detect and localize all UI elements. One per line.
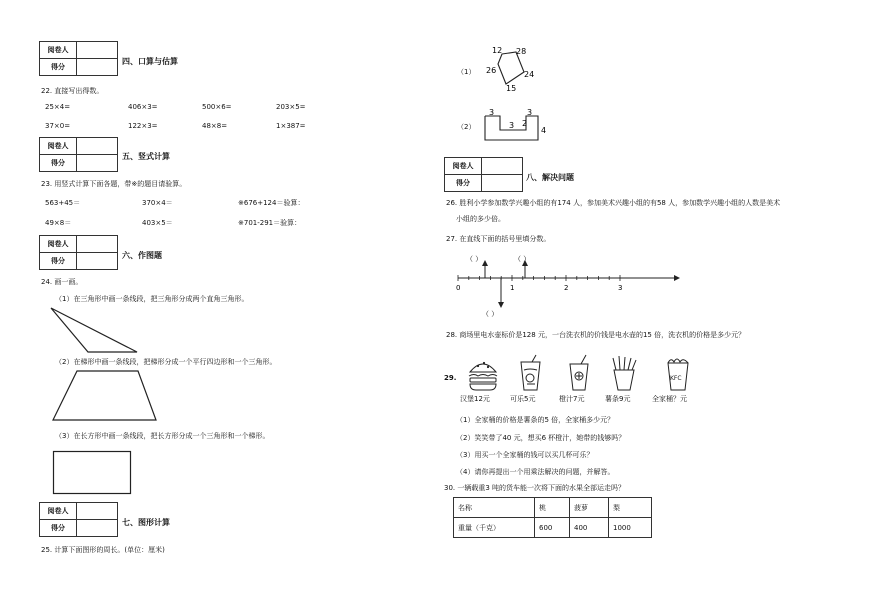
table-cell: 600 [535,518,570,538]
q23-item: 49×8＝ [45,219,72,227]
q29-sub: （1）全家桶的价格是薯条的5 倍，全家桶多少元？ [456,416,615,424]
q24-part3: （3）在长方形中画一条线段，把长方形分成一个三角形和一个梯形。 [55,432,270,440]
table-cell: 1000 [609,518,652,538]
score-label: 得分 [40,59,77,76]
q24-text: 24. 画一画。 [41,278,83,286]
reviewer-label: 阅卷人 [40,138,77,155]
trapezoid-figure [50,369,160,424]
answer-paren: （ ） [482,310,499,318]
q28-text: 28. 商场里电水壶标价是128 元，一台洗衣机的价钱是电水壶的15 倍，洗衣机的价格是多少元？ [446,331,746,339]
table-row [454,498,652,518]
fruit-weight-table [453,497,652,538]
q26-text-line2: 小组的多少倍。 [456,215,505,223]
tick-label: 2 [564,284,569,292]
q23-item: 563+45＝ [45,199,81,207]
q27-text: 27. 在直线下面的括号里填分数。 [446,235,551,243]
q22-text: 22. 直接写出得数。 [41,87,104,95]
q23-item: ※701-291＝验算： [238,219,302,227]
q30-text: 30. 一辆载重3 吨的货车能一次将下面的水果全部运走吗？ [444,484,626,492]
tick-label: 3 [618,284,623,292]
tick-label: 0 [456,284,461,292]
table-cell: 重量（千克） [454,518,535,538]
q22-item: 500×6= [202,103,232,111]
q22-item: 25×4= [45,103,71,111]
reviewer-label: 阅卷人 [445,158,482,175]
side-label: 12 [492,46,503,55]
score-label: 得分 [40,253,77,270]
q29-sub: （4）请你再提出一个用乘法解决的问题，并解答。 [456,468,615,476]
q25-text: 25. 计算下面图形的周长。(单位：厘米) [41,546,165,554]
table-cell: 400 [570,518,609,538]
q29-sub: （3）用买一个全家桶的钱可以买几杯可乐？ [456,451,594,459]
reviewer-label: 阅卷人 [40,236,77,253]
family-bucket-icon [668,359,688,390]
score-label: 得分 [445,175,482,192]
hamburger-icon [469,362,497,390]
q22-item: 1×387= [276,122,306,130]
triangle-figure [50,306,140,356]
q29-sub: （2）笑笑带了40 元，想买6 杯橙汁，她带的钱够吗？ [456,434,626,442]
orange-juice-icon [570,355,588,390]
section-7-title: 七、图形计算 [122,518,170,527]
rectangle-figure [52,450,134,496]
reviewer-label: 阅卷人 [40,42,77,59]
table-header-cell: 名称 [454,498,535,518]
side-label: 3 [489,108,495,117]
score-box [39,235,118,270]
tick-label: 1 [510,284,515,292]
table-row [454,518,652,538]
side-label: 2 [522,119,528,128]
q23-item: 403×5＝ [142,219,173,227]
side-label: 28 [516,47,527,56]
q26-text-line1: 26. 胜利小学参加数学兴趣小组的有174 人，参加美术兴趣小组的有58 人，参加数学兴趣小组的人数是美术 [446,199,781,207]
score-box [39,502,118,537]
reviewer-label: 阅卷人 [40,503,77,520]
answer-paren: （ ） [514,255,531,263]
q23-text: 23. 用竖式计算下面各题，带※的题目请验算。 [41,180,187,188]
food-price: 薯条9元 [605,395,631,403]
side-label: 3 [509,121,515,130]
svg-text:KFC: KFC [670,375,682,382]
notched-shape-figure [480,104,550,144]
side-label: 4 [541,126,547,135]
table-header-cell: 菠萝 [570,498,609,518]
number-line [452,250,682,320]
table-header-cell: 桃 [535,498,570,518]
q22-item: 48×8= [202,122,228,130]
q22-item: 37×0= [45,122,71,130]
food-icons [466,354,706,394]
pentagon-figure [480,40,542,92]
fig1-label: （1） [457,68,476,76]
food-price: 可乐5元 [510,395,536,403]
section-6-title: 六、作图题 [122,251,162,260]
q29-number: 29. [444,374,457,382]
section-4-title: 四、口算与估算 [122,57,178,66]
side-label: 26 [486,66,497,75]
q22-item: 406×3= [128,103,158,111]
food-price: 全家桶？元 [652,395,687,403]
q24-part1: （1）在三角形中画一条线段，把三角形分成两个直角三角形。 [55,295,249,303]
section-8-title: 八、解决问题 [526,173,574,182]
score-box [444,157,523,192]
q23-item: ※676+124＝验算： [238,199,305,207]
q24-part2: （2）在梯形中画一条线段，把梯形分成一个平行四边形和一个三角形。 [55,358,277,366]
food-price: 汉堡12元 [460,395,490,403]
food-price: 橙汁7元 [559,395,585,403]
score-box [39,137,118,172]
section-5-title: 五、竖式计算 [122,152,170,161]
side-label: 15 [506,84,517,92]
q22-item: 122×3= [128,122,158,130]
answer-paren: （ ） [466,255,483,263]
cola-cup-icon [521,355,540,390]
score-label: 得分 [40,155,77,172]
fries-icon [613,356,636,390]
score-label: 得分 [40,520,77,537]
q22-item: 203×5= [276,103,306,111]
table-header-cell: 梨 [609,498,652,518]
score-box [39,41,118,76]
q23-item: 370×4＝ [142,199,173,207]
side-label: 3 [527,108,533,117]
side-label: 24 [524,70,535,79]
fig2-label: （2） [457,123,476,131]
